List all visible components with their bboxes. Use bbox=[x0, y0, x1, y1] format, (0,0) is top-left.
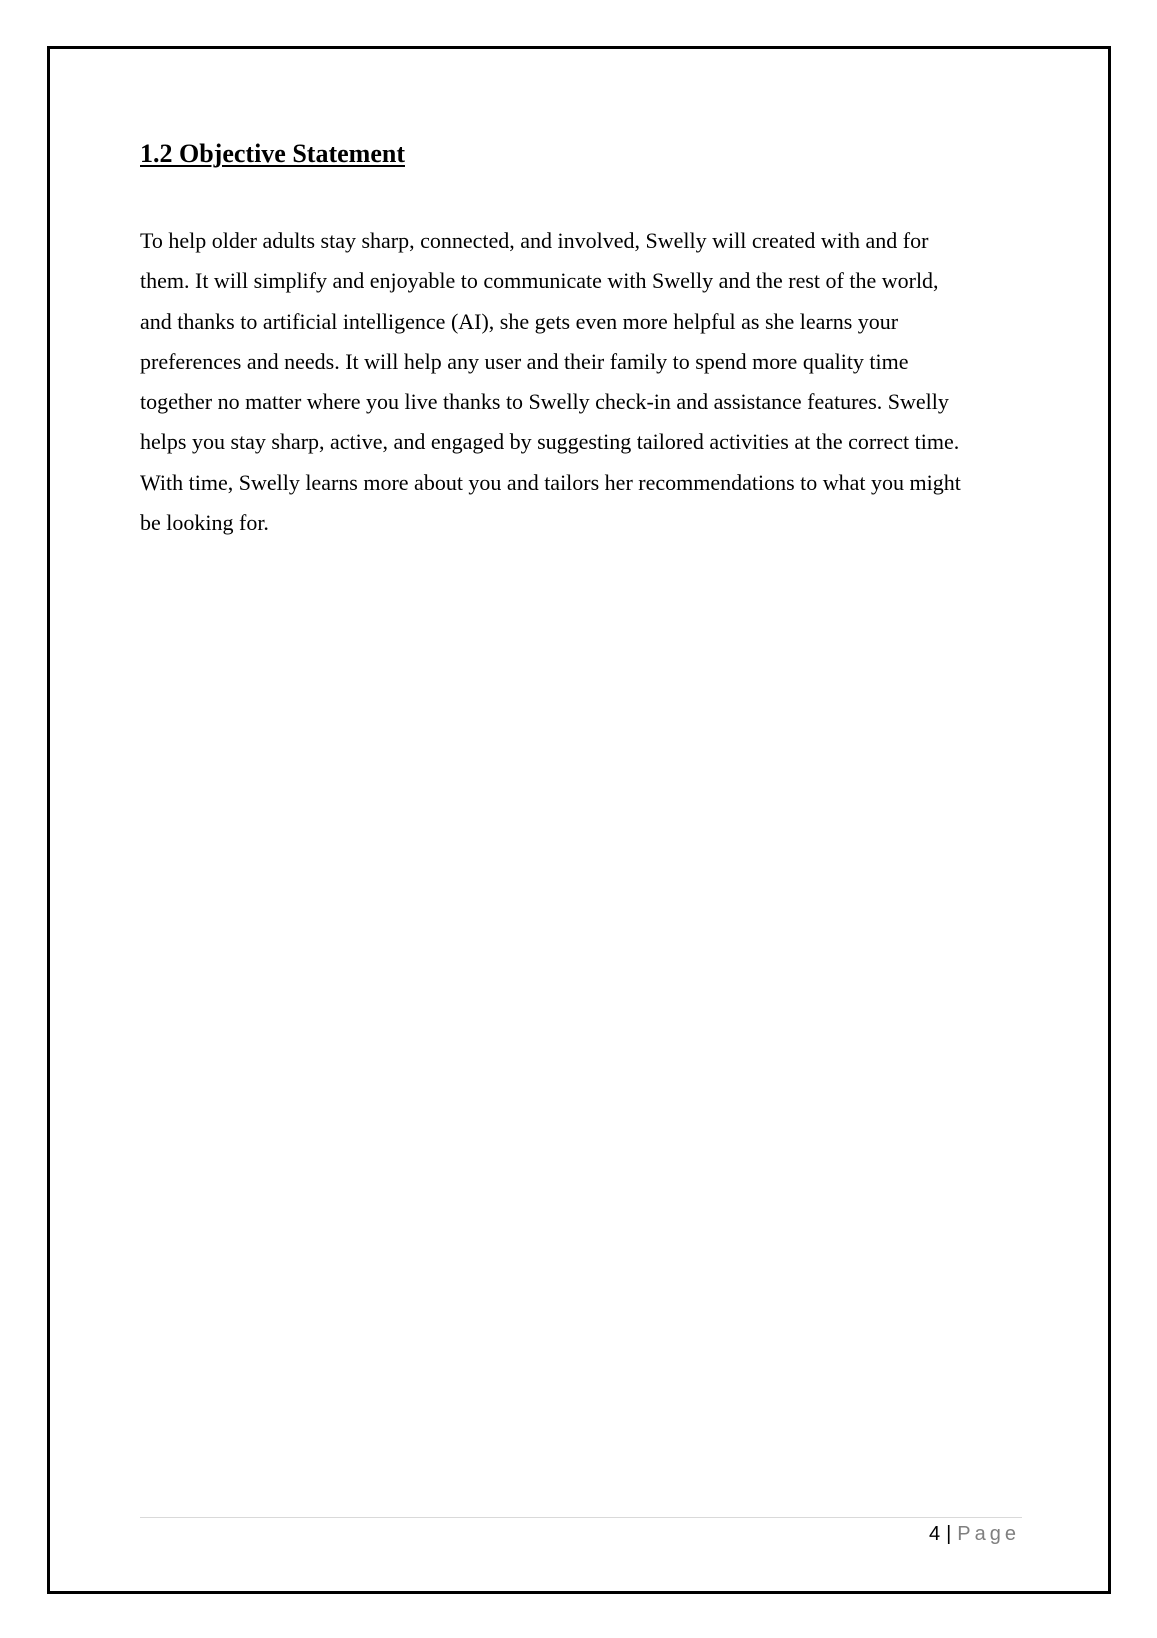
section-heading: 1.2 Objective Statement bbox=[140, 139, 405, 168]
page-number: 4 bbox=[928, 1523, 941, 1545]
paragraph-line: With time, Swelly learns more about you and tailors her recommendations to what you might bbox=[140, 469, 961, 495]
paragraph-line: be looking for. bbox=[140, 510, 269, 536]
paragraph-line: helps you stay sharp, active, and engaged by suggesting tailored activities at the correct time. bbox=[140, 429, 960, 455]
paragraph-line: and thanks to artificial intelligence (AI), she gets even more helpful as she learns your bbox=[140, 308, 899, 334]
objective-paragraph bbox=[140, 221, 1032, 543]
page-footer bbox=[929, 1521, 1020, 1547]
paragraph-line: together no matter where you live thanks to Swelly check-in and assistance features. Swelly bbox=[140, 389, 949, 415]
paragraph-line: preferences and needs. It will help any user and their family to spend more quality time bbox=[140, 348, 909, 374]
footer-separator: | bbox=[946, 1523, 952, 1545]
page-label: Page bbox=[957, 1523, 1020, 1545]
paragraph-line: them. It will simplify and enjoyable to communicate with Swelly and the rest of the world, bbox=[140, 268, 939, 294]
paragraph-line: To help older adults stay sharp, connected, and involved, Swelly will created with and for bbox=[140, 228, 929, 253]
footer-divider bbox=[140, 1517, 1022, 1518]
